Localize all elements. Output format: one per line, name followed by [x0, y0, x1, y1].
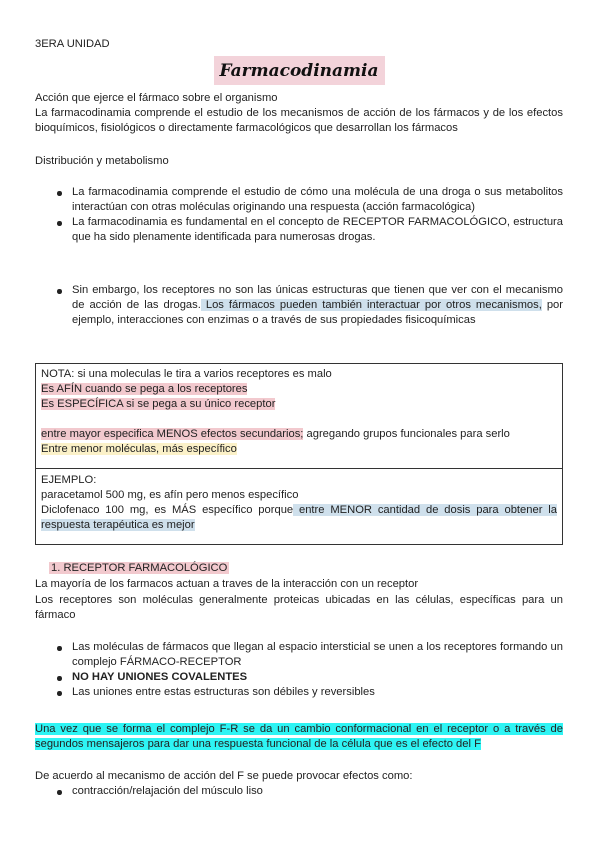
- example-highlight: entre MENOR cantidad de dosis para obtener la respuesta terapéutica es mejor: [41, 504, 557, 531]
- list-item: La farmacodinamia comprende el estudio de cómo una molécula de una droga o sus metabolitos interactúan con otras moléculas originando una respuesta (acción farmacológica): [35, 185, 563, 215]
- intro-paragraph: La farmacodinamia comprende el estudio de los mecanismos de acción de los fármacos y de los efectos bioquímicos, fisiológicos o directamente farmacológicos que desarrollan los fármacos: [35, 107, 563, 134]
- example-content: [41, 473, 557, 533]
- example-heading: EJEMPLO:: [41, 474, 97, 486]
- note-line: agregando grupos funcionales para serlo: [303, 428, 510, 440]
- receptor-paragraph: Los receptores son moléculas generalmente proteicas ubicadas en las células, específicas para un fármaco: [35, 594, 563, 621]
- bullet-list-4: [35, 784, 563, 799]
- note-highlight-afin: Es AFÍN cuando se pega a los receptores: [41, 383, 248, 395]
- section-heading-receptor: 1. RECEPTOR FARMACOLÓGICO: [51, 562, 228, 574]
- note-line: NOTA: si una moleculas le tira a varios receptores es malo: [41, 368, 332, 380]
- list-item: contracción/relajación del músculo liso: [35, 784, 563, 799]
- intro-line: Acción que ejerce el fármaco sobre el organismo: [35, 92, 278, 104]
- note-divider: [36, 468, 562, 469]
- list-item: Las uniones entre estas estructuras son débiles y reversibles: [35, 685, 563, 700]
- highlighted-text: Los fármacos pueden también interactuar por otros mecanismos,: [200, 299, 542, 311]
- highlighted-paragraph: Una vez que se forma el complejo F-R se da un cambio conformacional en el receptor o a través de segundos mensajeros para dar una respuesta funcional de la célula que es el efecto del F: [35, 723, 563, 750]
- example-line: paracetamol 500 mg, es afín pero menos específico: [41, 489, 299, 501]
- note-highlight-especifica: Es ESPECÍFICA si se pega a su único receptor: [41, 398, 276, 410]
- section-heading-distribution: Distribución y metabolismo: [35, 155, 169, 167]
- note-highlight-secundarios: entre mayor especifica MENOS efectos secundarios;: [41, 428, 304, 440]
- note-box: [35, 363, 563, 545]
- list-item: NO HAY UNIONES COVALENTES: [35, 670, 563, 685]
- list-item: Las moléculas de fármacos que llegan al espacio intersticial se unen a los receptores formando un complejo FÁRMACO-RECEPTOR: [35, 640, 563, 670]
- title-container: [35, 56, 563, 85]
- bullet-text: Sin embargo, los receptores no son las únicas estructuras que tienen que ver con el mecanismo de acción de las drogas.: [72, 284, 563, 311]
- receptor-line: La mayoría de los farmacos actuan a traves de la interacción con un receptor: [35, 578, 419, 590]
- example-line: Diclofenaco 100 mg, es MÁS específico porque entre MENOR cantidad de dosis para obtener la respuesta terapéutica es mejor: [41, 504, 557, 531]
- bullet-list-3: [35, 640, 563, 700]
- note-highlight-moleculas: Entre menor moléculas, más específico: [41, 443, 237, 455]
- bullet-list-2: [35, 283, 563, 328]
- page-title: Farmacodinamia: [214, 56, 385, 85]
- list-item: La farmacodinamia es fundamental en el concepto de RECEPTOR FARMACOLÓGICO, estructura que ha sido plenamente identificada para numerosas drogas.: [35, 215, 563, 245]
- list-item: [35, 283, 563, 328]
- unit-label: 3ERA UNIDAD: [35, 38, 110, 50]
- note-content: [41, 367, 557, 457]
- mechanism-line: De acuerdo al mecanismo de acción del F se puede provocar efectos como:: [35, 770, 413, 782]
- bullet-text: por ejemplo, interacciones con enzimas o a través de sus propiedades fisicoquímicas: [72, 299, 563, 326]
- bullet-list-1: [35, 185, 563, 245]
